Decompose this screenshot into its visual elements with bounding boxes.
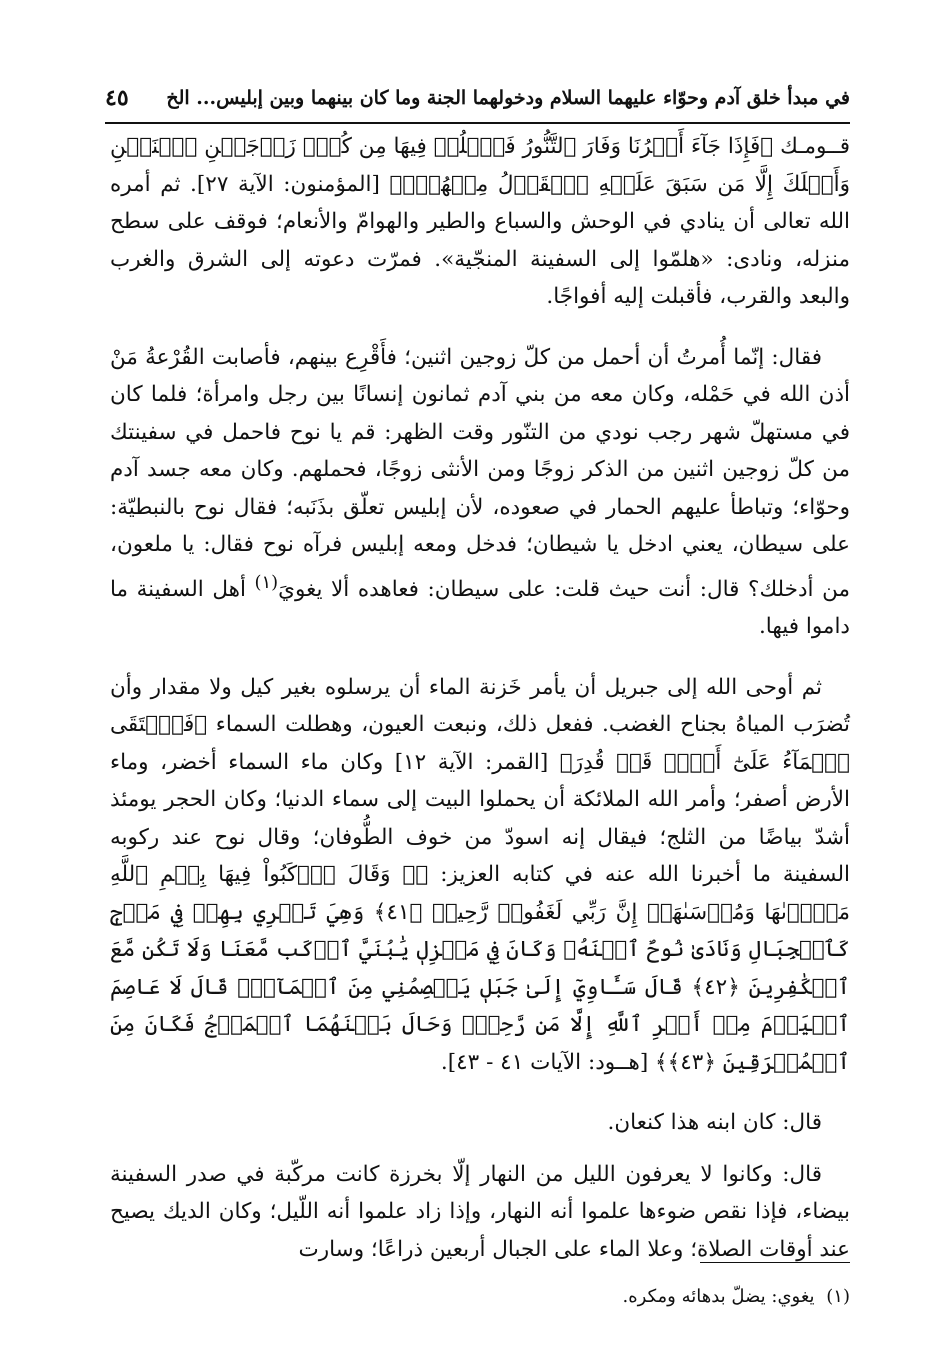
footnote-number: (١): [826, 1286, 850, 1307]
paragraph-5: قال: وكانوا لا يعرفون الليل من النهار إلّا بخرزة كانت مركّبة في صدر السفينة بيضاء، فإذا نقص ضوءها علموا أنه النهار، وإذا زاد علموا أنه اللّيل؛ وكان الديك يصيح عند أوقات الصلاة؛ وعلا الماء على الجبال أربعين ذراعًا؛ وسارت: [110, 1161, 850, 1262]
paragraph-2-text: فقال: إنّما أُمرتُ أن أحمل من كلّ زوجين اثنين؛ فأَقْرِع بينهم، فأصابت القُرْعةُ مَنْ أذن الله في حَمْله، وكان معه من بني آدم ثمانون إنسانًا بين رجل وامرأة؛ فلما كان في مستهلّ شهر رجب نودي من التنّور وقت الظهر: قم يا نوح فاحمل في سفينتك من كلّ زوجين اثنين من الذكر زوجًا ومن الأنثى زوجًا، فحملهم. وكان معه جسد آدم وحوّاء؛ وتباطأ عليهم الحمار في صعوده، لأن إبليس تعلّق بذَنَبه؛ فقال نوح بالنبطيّة: على سيطان، يعني ادخل يا شيطان؛ فدخل ومعه إبليس فرآه نوح فقال: يا ملعون، من أدخلك؟ قال: أنت حيث قلت: على سيطان: فعاهده ألا يغويَ: [110, 344, 850, 602]
footnote-text: يغوي: يضلّ بدهائه ومكره.: [622, 1286, 815, 1307]
header-rule: [105, 122, 850, 124]
footnote-reference[interactable]: (١): [254, 571, 279, 593]
paragraph-4: قال: كان ابنه هذا كنعان.: [607, 1110, 822, 1136]
running-title: في مبدأ خلق آدم وحوّاء عليهما السلام ودخولهما الجنة وما كان بينهما وبين إبليس... الخ: [166, 87, 850, 109]
page-number: ٤٥: [105, 85, 129, 111]
paragraph-2-tail: أهل السفينة ما داموا فيها.: [110, 576, 850, 640]
page-header: [105, 78, 850, 118]
footnote-rule: [700, 1262, 850, 1263]
paragraph-1: قــومـك ﴿فَإِذَا جَآءَ أَمۡرُنَا وَفَارَ ٱلتَّنُّورُ فَٱسۡلُكۡ فِيهَا مِن كُلّٖ زَوۡجَيۡنِ ٱثۡنَيۡنِ وَأَهۡلَكَ إِلَّا مَن سَبَقَ عَلَيۡهِ ٱلۡقَوۡلُ مِنۡهُمۡۖ﴾ [المؤمنون: الآية ٢٧]. ثم أمره الله تعالى أن ينادي في الوحش والسباع والطير والهوامّ والأنعام؛ فوقف على سطح منزله، ونادى: «هلمّوا إلى السفينة المنجّية». فمرّت دعوته إلى الشرق والغرب والبعد والقرب، فأقبلت إليه أفواجًا.: [110, 134, 850, 309]
paragraph-2: [110, 339, 850, 646]
footnote: [110, 1282, 850, 1312]
body-text: [110, 128, 850, 1268]
paragraph-3: ثم أوحى الله إلى جبريل أن يأمر خَزنة الماء أن يرسلوه بغير كيل ولا مقدار وأن تُضرَب المياهُ بجناح الغضب. ففعل ذلك، ونبعت العيون، وهطلت السماء ﴿فَٱلۡتَقَى ٱلۡمَآءُ عَلَىٰٓ أَمۡرٖ قَدۡ قُدِرَ﴾ [القمر: الآية ١٢] وكان ماء السماء أخضر، وماء الأرض أصفر؛ وأمر الله الملائكة أن يحملوا البيت إلى سماء الدنيا؛ وكان الحجر يومئذ أشدّ بياضًا من الثلج؛ فيقال إنه اسودّ من خوف الطُّوفان؛ وقال نوح عند ركوبه السفينة ما أخبرنا الله عنه في كتابه العزيز: ﴿۞ وَقَالَ ٱرۡكَبُواْ فِيهَا بِسۡمِ ٱللَّهِ مَجۡرٜىٰهَا وَمُرۡسَىٰهَآۚ إِنَّ رَبِّي لَغَفُورٞ رَّحِيمٞ ﴿٤١﴾ وَهِيَ تَجۡرِي بِهِمۡ فِي مَوۡجٖ كَٱلۡجِبَالِ وَنَادَىٰ نُوحٌ ٱبۡنَهُۥ وَكَانَ فِي مَعۡزِلٖ يَٰبُنَيَّ ٱرۡكَب مَّعَنَا وَلَا تَكُن مَّعَ ٱلۡكَٰفِرِينَ ﴿٤٢﴾ قَالَ سَـَٔاوِيٓ إِلَىٰ جَبَلٖ يَعۡصِمُنِي مِنَ ٱلۡمَآءِۚ قَالَ لَا عَاصِمَ ٱلۡيَوۡمَ مِنۡ أَمۡرِ ٱللَّهِ إِلَّا مَن رَّحِمَۚ وَحَالَ بَيۡنَهُمَا ٱلۡمَوۡجُ فَكَانَ مِنَ ٱلۡمُغۡرَقِينَ ﴿٤٣﴾﴾ [هــود: الآيات ٤١ - ٤٣].: [110, 674, 851, 1075]
